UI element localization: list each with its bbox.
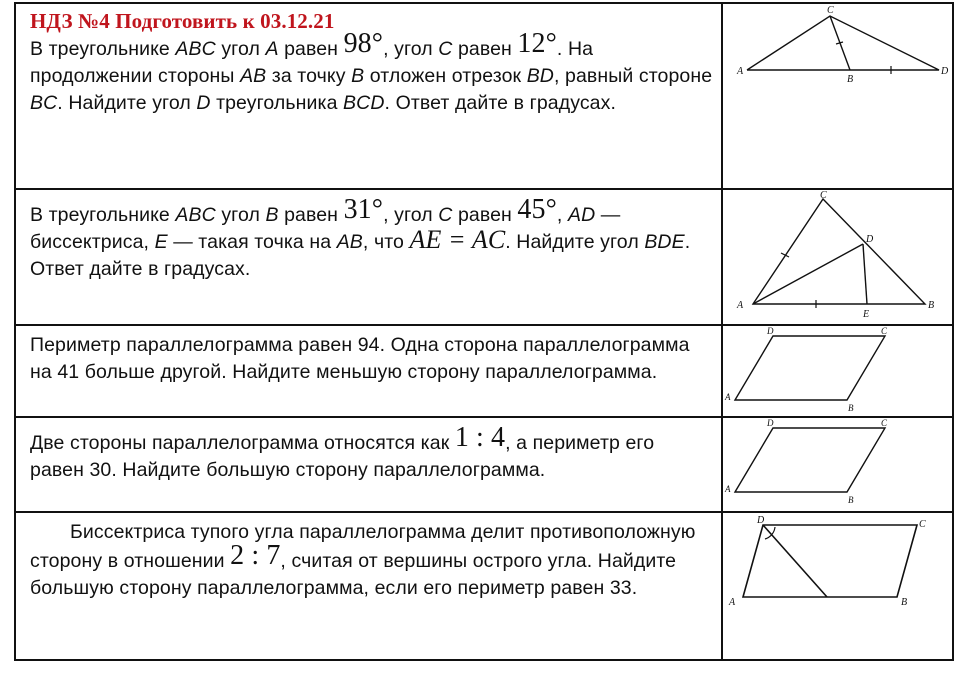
- text-task2-ad: AD: [567, 204, 596, 226]
- task-2-text-cell: [15, 189, 722, 325]
- text-task2-t8: — такая точка на: [167, 231, 337, 253]
- equation: AE = AC: [409, 225, 506, 254]
- text-task1-b: B: [351, 65, 365, 87]
- text-figures-f3-B: B: [847, 403, 854, 413]
- text-task1-t6: . На продолжении стороны: [30, 38, 594, 87]
- worksheet: [14, 2, 954, 664]
- parallelogram-figure-4: [723, 418, 951, 511]
- page-title: НДЗ №4 Подготовить к 03.12.21: [30, 9, 335, 33]
- text-task2-b: B: [265, 204, 279, 226]
- text-figures-f1-D: D: [940, 66, 948, 77]
- angle-b-value: 31°: [343, 194, 384, 225]
- task-1-text-cell: [15, 3, 722, 189]
- angle-c-value: 12°: [517, 28, 557, 59]
- task-row-5: [15, 512, 953, 660]
- text-task1-c: C: [438, 38, 453, 60]
- task-4-figure-cell: [722, 417, 953, 512]
- text-task2-t4: , угол: [383, 204, 439, 226]
- tasks-table: [14, 2, 954, 661]
- text-figures-f3-C: C: [880, 326, 887, 336]
- text-task1-t5: равен: [452, 38, 518, 60]
- text-task2-t6: ,: [556, 204, 568, 226]
- text-task1-t2: угол: [215, 38, 266, 60]
- angle-a-value: 98°: [343, 28, 384, 59]
- task-5-text-cell: [15, 512, 722, 660]
- text-task1-bd: BD: [526, 65, 554, 87]
- text-task1-ab: AB: [240, 65, 267, 87]
- text-task2-t11: . Ответ дайте в градусах.: [30, 231, 691, 280]
- text-task1-t9: , равный стороне: [553, 65, 713, 87]
- text-task5-t1: Биссектриса тупого угла параллелограмма делит противоположную сторону в отношении: [30, 521, 696, 572]
- text-task1-t12: . Ответ дайте в градусах.: [384, 92, 616, 114]
- task-5-figure-cell: [722, 512, 953, 660]
- triangle-figure-2: [723, 190, 951, 324]
- text-task1-bcd: BCD: [343, 92, 385, 114]
- text-task1-bc: BC: [30, 92, 58, 114]
- task-2-figure-cell: [722, 189, 953, 325]
- text-task2-t9: , что: [362, 231, 410, 253]
- task-3-figure-cell: [722, 325, 953, 417]
- text-task2-t1: В треугольнике: [30, 204, 176, 226]
- task-1-figure-cell: [722, 3, 953, 189]
- triangle-figure-1: [723, 4, 951, 188]
- text-task1-t10: . Найдите угол: [57, 92, 197, 114]
- text-figures-f2-E: E: [862, 309, 869, 320]
- text-figures-f1-B: B: [846, 74, 853, 85]
- text-task2-bde: BDE: [644, 231, 685, 253]
- task-5-text: [16, 513, 721, 602]
- text-task1-t4: , угол: [383, 38, 439, 60]
- task-4-text-cell: [15, 417, 722, 512]
- text-task1-t7: за точку: [266, 65, 352, 87]
- text-task2-t5: равен: [452, 204, 518, 226]
- text-task2-c: C: [438, 204, 453, 226]
- text-figures-f3-A: A: [724, 392, 731, 402]
- text-task1-d: D: [196, 92, 211, 114]
- task-2-text: [16, 190, 721, 283]
- text-figures-f3-D: D: [766, 326, 774, 336]
- parallelogram-figure-3: [723, 326, 951, 416]
- task-row-3: [15, 325, 953, 417]
- text-figures-f1-A: A: [736, 66, 743, 77]
- task-row-1: [15, 3, 953, 189]
- text-task1-t11: треугольника: [210, 92, 344, 114]
- text-task2-t10: . Найдите угол: [505, 231, 645, 253]
- text-figures-f5-B: B: [900, 597, 907, 608]
- task-row-4: [15, 417, 953, 512]
- text-task1-t8: отложен отрезок: [364, 65, 527, 87]
- text-figures-f4-D: D: [766, 418, 774, 428]
- text-figures-f4-C: C: [880, 418, 887, 428]
- text-task4-t1: Две стороны параллелограмма относятся как: [30, 432, 455, 454]
- text-task2-abc: ABC: [175, 204, 216, 226]
- text-figures-f5-A: A: [728, 597, 735, 608]
- text-figures-f4-B: B: [847, 495, 854, 505]
- angle-c-value-2: 45°: [517, 194, 557, 225]
- text-figures-f5-C: C: [918, 519, 926, 530]
- text-task1-a: A: [265, 38, 279, 60]
- text-task1-t1: В треугольнике: [30, 38, 176, 60]
- text-task1-abc: ABC: [175, 38, 216, 60]
- text-task2-e: E: [154, 231, 168, 253]
- text-task2-t7: — биссектриса,: [30, 204, 621, 253]
- text-figures-f2-A: A: [736, 300, 743, 311]
- text-task2-ab: AB: [336, 231, 363, 253]
- text-task4-t2: , а периметр его равен 30. Найдите большую сторону параллелограмма.: [30, 432, 655, 481]
- text-figures-f4-A: A: [724, 484, 731, 494]
- ratio-1-4: 1 : 4: [454, 422, 506, 453]
- text-task2-t3: равен: [278, 204, 344, 226]
- task-1-text: [16, 4, 721, 117]
- text-figures-f2-B: B: [927, 300, 934, 311]
- task-4-text: [16, 418, 721, 484]
- task-row-2: [15, 189, 953, 325]
- text-figures-f1-C: C: [826, 5, 834, 16]
- text-task5-t2: , считая от вершины острого угла. Найдите большую сторону параллелограмма, если его периметр равен 33.: [30, 550, 677, 599]
- parallelogram-figure-5: [723, 513, 951, 659]
- ratio-2-7: 2 : 7: [230, 540, 281, 571]
- text-task2-t2: угол: [215, 204, 266, 226]
- text-figures-f5-D: D: [756, 515, 764, 526]
- task-3-text-cell: [15, 325, 722, 417]
- text-figures-f2-C: C: [819, 190, 827, 201]
- text-task1-t3: равен: [278, 38, 344, 60]
- text-figures-f2-D: D: [865, 234, 873, 245]
- task-3-text: Периметр параллелограмма равен 94. Одна сторона параллелограмма на 41 больше другой. Найдите меньшую сторону параллелограмма.: [30, 334, 690, 383]
